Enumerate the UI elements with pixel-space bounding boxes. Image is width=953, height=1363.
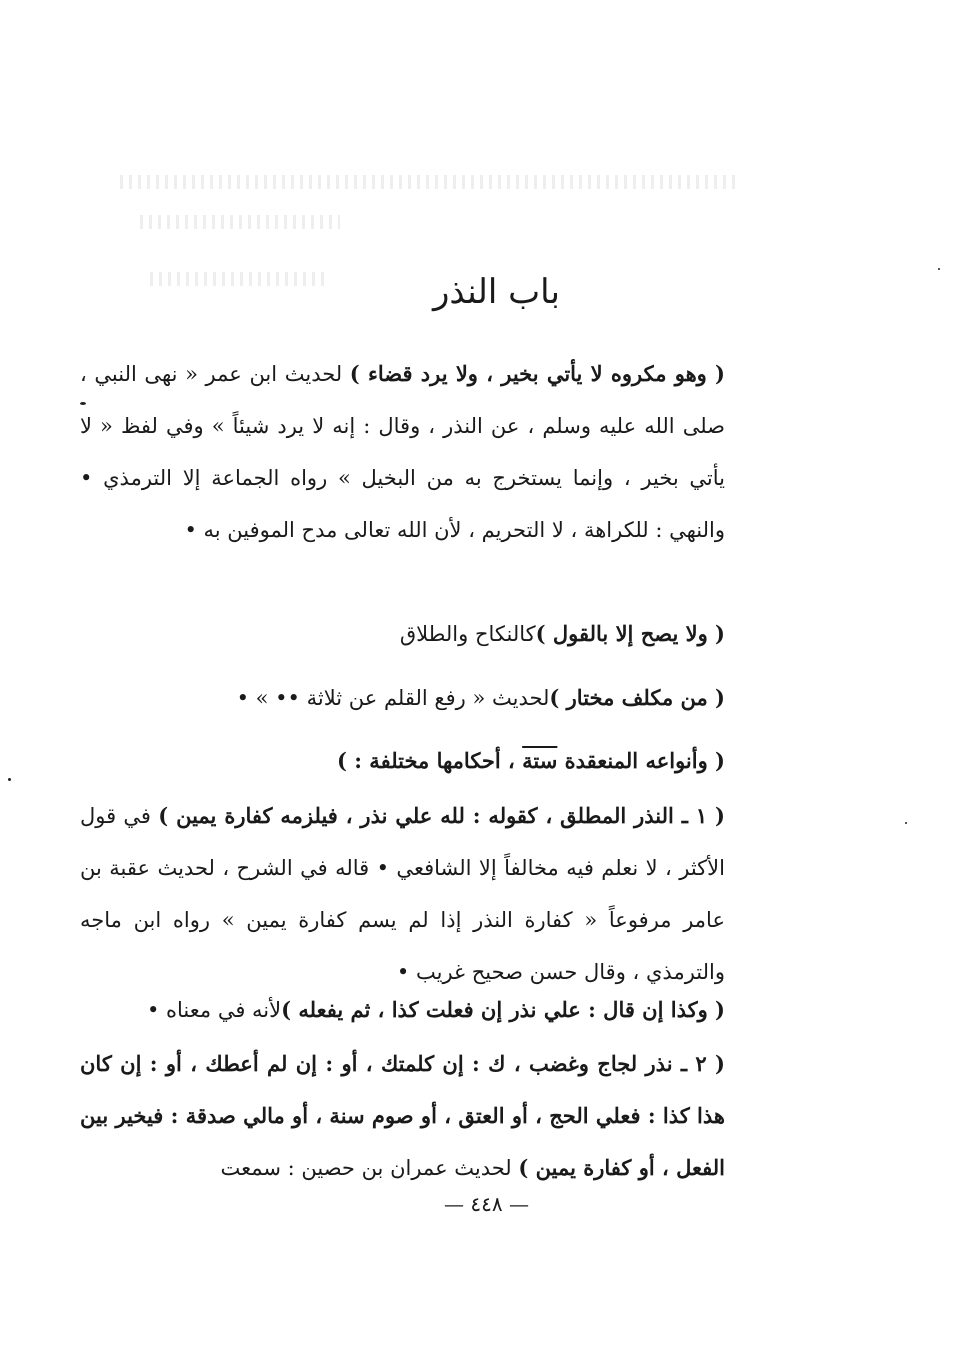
types-post: ، أحكامها مختلفة : ) (337, 748, 523, 773)
matn-bold: ( ١ ـ النذر المطلق ، كقوله : لله علي نذر ، فيلزمه كفارة يمين ) (158, 803, 725, 828)
ink-speck (80, 402, 86, 405)
sharh-text: كالنكاح والطلاق (399, 622, 536, 646)
paragraph-likewise (80, 984, 725, 1036)
types-pre: ( وأنواعه المنعقدة (557, 748, 725, 773)
paragraph-anger-vow (80, 1038, 725, 1194)
ink-speck (905, 822, 907, 824)
paragraph-by-saying (80, 608, 725, 660)
sharh-text: في قول الأكثر ، لا نعلم فيه مخالفاً إلا الشافعي • قاله في الشرح ، لحديث عقبة بن عامر مرفوعاً « كفارة النذر إذا لم يسم كفارة يمين » رواه ابن ماجه والترمذي ، وقال حسن صحيح غريب • (80, 804, 725, 984)
sharh-text: لحديث « رفع القلم عن ثلاثة •• » • (236, 686, 550, 710)
paragraph-intro (80, 348, 725, 556)
paragraph-absolute-vow (80, 790, 725, 998)
bleed-through-shadow (140, 215, 340, 229)
bleed-through-shadow (120, 175, 740, 189)
matn-bold: ( من مكلف مختار ) (549, 685, 725, 710)
sharh-text: لحديث عمران بن حصين : سمعت (220, 1156, 519, 1180)
matn-bold: ( وهو مكروه لا يأتي بخير ، ولا يرد قضاء ) (349, 361, 725, 386)
types-six: ستة (522, 748, 558, 773)
sharh-text: لحديث ابن عمر « نهى النبي ، صلى الله عليه وسلم ، عن النذر ، وقال : إنه لا يرد شيئاً » وفي لفظ « لا يأتي بخير ، وإنما يستخرج به من البخيل » رواه الجماعة إلا الترمذي • والنهي : للكراهة ، لا التحريم ، لأن الله تعالى مدح الموفين به • (80, 362, 725, 542)
paragraph-types-heading (80, 735, 725, 787)
page-number: — ٤٤٨ — (444, 1192, 529, 1216)
ink-speck (8, 778, 11, 781)
page-title: باب النذر (433, 272, 560, 312)
paragraph-mukallaf (80, 672, 725, 724)
matn-bold: ( ٢ ـ نذر لجاج وغضب ، ك : إن كلمتك ، أو : إن لم أعطك ، أو : إن كان هذا كذا : فعلي الحج ، أو العتق ، أو صوم سنة ، أو مالي صدقة : فيخير بين الفعل ، أو كفارة يمين ) (80, 1051, 725, 1180)
ink-speck (938, 268, 940, 270)
sharh-text: لأنه في معناه • (146, 998, 282, 1022)
matn-bold: ( وكذا إن قال : علي نذر إن فعلت كذا ، ثم يفعله ) (281, 997, 725, 1022)
matn-bold: ( ولا يصح إلا بالقول ) (535, 621, 725, 646)
